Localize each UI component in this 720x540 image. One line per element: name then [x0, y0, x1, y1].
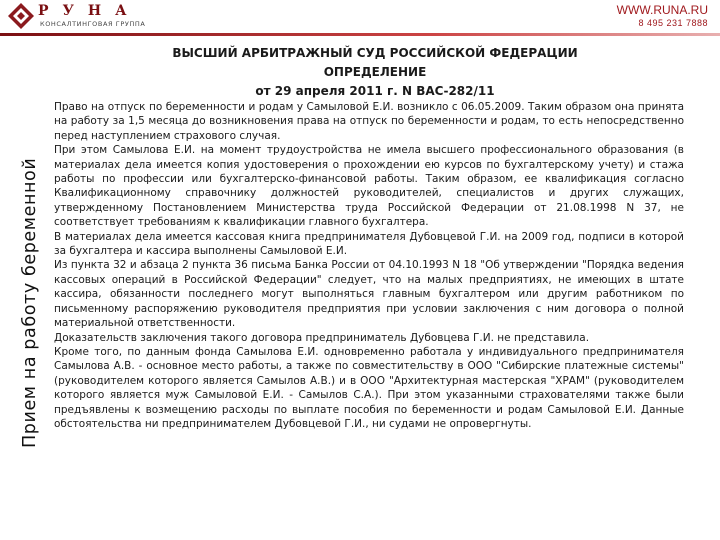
paragraph: В материалах дела имеется кассовая книга предпринимателя Дубовцевой Г.И. на 2009 год, подписи в которой за бухгалтера и кассира выполнены Самыловой Е.И.	[54, 230, 684, 258]
logo-subtitle: КОНСАЛТИНГОВАЯ ГРУППА	[40, 20, 146, 28]
header-divider	[0, 33, 720, 36]
site-phone: 8 495 231 7888	[638, 18, 708, 28]
paragraph: Кроме того, по данным фонда Самылова Е.И. одновременно работала у индивидуального предпринимателя Самылова А.В. - основное место работы, а также по совместительству в ООО "Сибирские платежные системы" (руководителем которого является Самылов А.В.) и в ООО "Архитектурная мастерская "ХРАМ" (руководителем которого является муж Самыловой Е.И. - Самылов С.А.). При этом указанными страхователями также были предъявлены к возмещению расходы по выплате пособия по беременности и родам Самыловой Е.И. Данные обстоятельства ни предпринимателем Дубовцевой Г.И., ни судами не опровергнуты.	[54, 345, 684, 430]
header	[0, 0, 720, 40]
document-type: ОПРЕДЕЛЕНИЕ	[323, 65, 427, 79]
document-body	[54, 100, 684, 431]
paragraph: Право на отпуск по беременности и родам у Самыловой Е.И. возникло с 06.05.2009. Таким образом она принята на работу за 1,5 месяца до возникновения права на отпуск по беременности и родам, то есть непосредственно перед наступлением страхового случая.	[54, 101, 684, 142]
runa-logo-icon	[7, 2, 35, 30]
paragraph: При этом Самылова Е.И. на момент трудоустройства не имела высшего профессионального образования (в материалах дела имеется копия удостоверения о прохождении ею курсов по бухгалтерскому учету) и стажа работы по профессии или бухгалтерско-финансовой работы. Таким образом, ее квалификация согласно Квалификационному справочнику должностей руководителей, специалистов и других служащих, утвержденному Постановлением Министерства труда Российской Федерации от 21.08.1998 N 37, не соответствует требованиям к квалификации главного бухгалтера.	[54, 144, 684, 229]
paragraph: Из пункта 32 и абзаца 2 пункта 36 письма Банка России от 04.10.1993 N 18 "Об утверждении "Порядка ведения кассовых операций в Российской Федерации" следует, что на малых предприятиях, не имеющих в штате кассира, обязанности последнего могут выполняться главным бухгалтером или другим работником по письменному распоряжению руководителя предприятия при условии заключения с ним договора о полной материальной ответственности.	[54, 259, 684, 330]
site-url[interactable]: WWW.RUNA.RU	[616, 3, 708, 17]
document-date-number: от 29 апреля 2011 г. N ВАС-282/11	[255, 84, 495, 98]
document-heading	[165, 44, 585, 101]
vertical-slide-title: Прием на работу беременной	[20, 157, 40, 448]
court-name: ВЫСШИЙ АРБИТРАЖНЫЙ СУД РОССИЙСКОЙ ФЕДЕРАЦИИ	[172, 46, 578, 60]
logo-title: РУНА	[38, 3, 141, 19]
paragraph: Доказательств заключения такого договора предприниматель Дубовцева Г.И. не представила.	[54, 331, 590, 344]
